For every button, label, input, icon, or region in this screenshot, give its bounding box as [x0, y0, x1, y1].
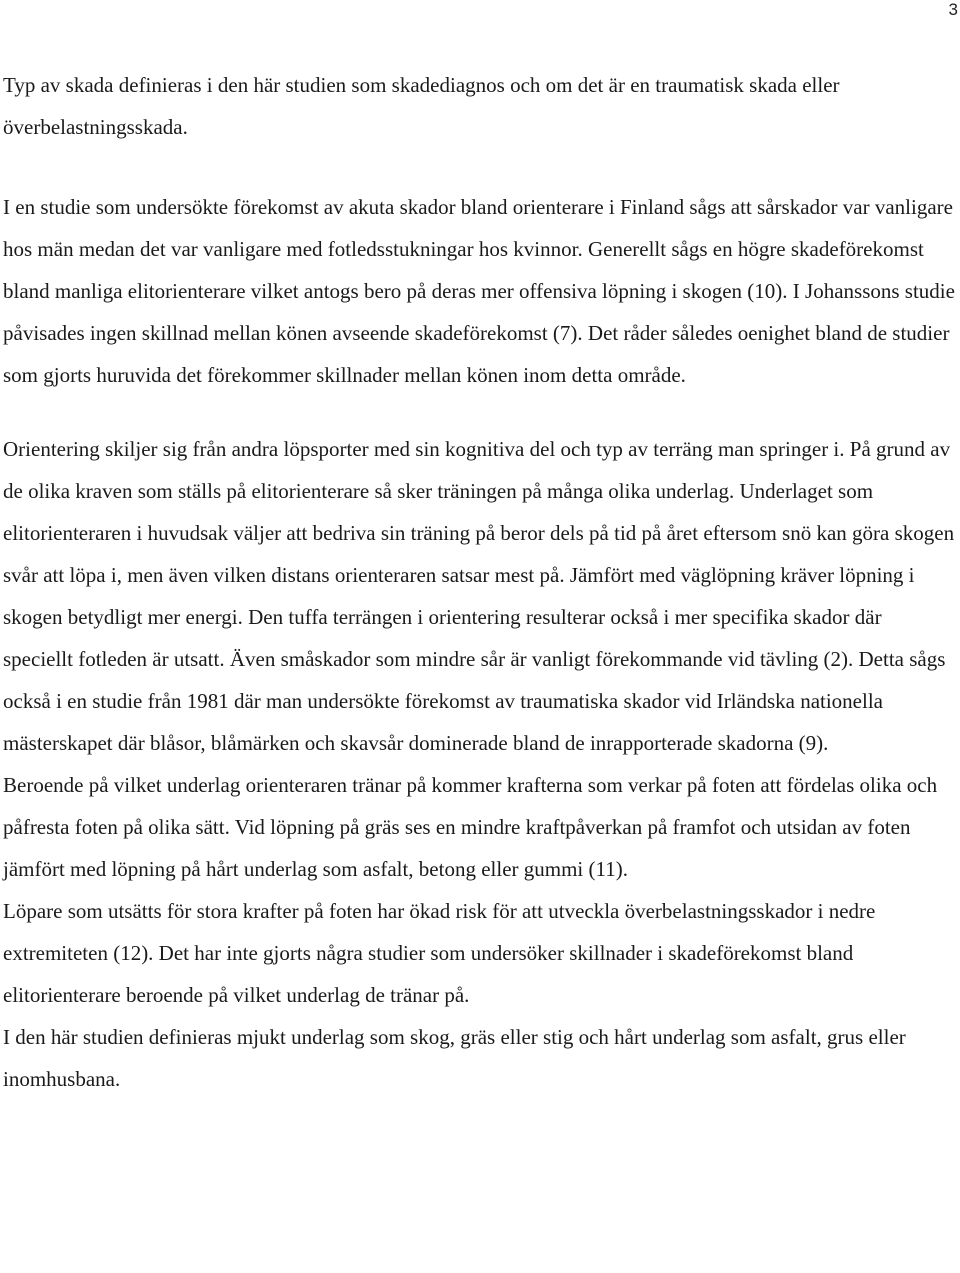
- page-number: 3: [948, 0, 958, 19]
- paragraph-gender-differences: I en studie som undersökte förekomst av akuta skador bland orienterare i Finland sågs att sårskador var vanligare hos män medan det var vanligare med fotledsstukningar hos kvinnor. Generellt sågs en högre skadeförekomst bland manliga elitorienterare vilket antogs bero på deras mer offensiva löpning i skogen (10). I Johanssons studie påvisades ingen skillnad mellan könen avseende skadeförekomst (7). Det råder således oenighet bland de studier som gjorts huruvida det förekommer skillnader mellan könen inom detta område.: [3, 195, 955, 387]
- paragraph-surface-forces: Beroende på vilket underlag orienteraren tränar på kommer krafterna som verkar på foten att fördelas olika och påfresta foten på olika sätt. Vid löpning på gräs ses en mindre kraftpåverkan på framfot och utsidan av foten jämfört med löpning på hårt underlag som asfalt, betong eller gummi (11).: [3, 773, 938, 881]
- paragraph-injury-definition: Typ av skada definieras i den här studien som skadediagnos och om det är en traumatisk skada eller överbelastningsskada.: [3, 73, 840, 139]
- paragraph-spacer: [3, 396, 955, 428]
- paragraph-spacer: [3, 148, 955, 186]
- paragraph-orienteering-terrain: Orientering skiljer sig från andra löpsporter med sin kognitiva del och typ av terräng man springer i. På grund av de olika kraven som ställs på elitorienterare så sker träningen på många olika underlag. Underlaget som elitorienteraren i huvudsak väljer att bedriva sin träning på beror dels på tid på året eftersom snö kan göra skogen svår att löpa i, men även vilken distans orienteraren satsar mest på. Jämfört med väglöpning kräver löpning i skogen betydligt mer energi. Den tuffa terrängen i orientering resulterar också i mer specifika skador där speciellt fotleden är utsatt. Även småskador som mindre sår är vanligt förekommande vid tävling (2). Detta sågs också i en studie från 1981 där man undersökte förekomst av traumatiska skador vid Irländska nationella mästerskapet där blåsor, blåmärken och skavsår dominerade bland de inrapporterade skadorna (9).: [3, 437, 955, 755]
- paragraph-overuse-risk: Löpare som utsätts för stora krafter på foten har ökad risk för att utveckla överbelastningsskador i nedre extremiteten (12). Det har inte gjorts några studier som undersöker skillnader i skadeförekomst bland elitorienterare beroende på vilket underlag de tränar på.: [3, 899, 876, 1007]
- document-body: [3, 64, 955, 1100]
- paragraph-surface-definition: I den här studien definieras mjukt underlag som skog, gräs eller stig och hårt underlag som asfalt, grus eller inomhusbana.: [3, 1025, 906, 1091]
